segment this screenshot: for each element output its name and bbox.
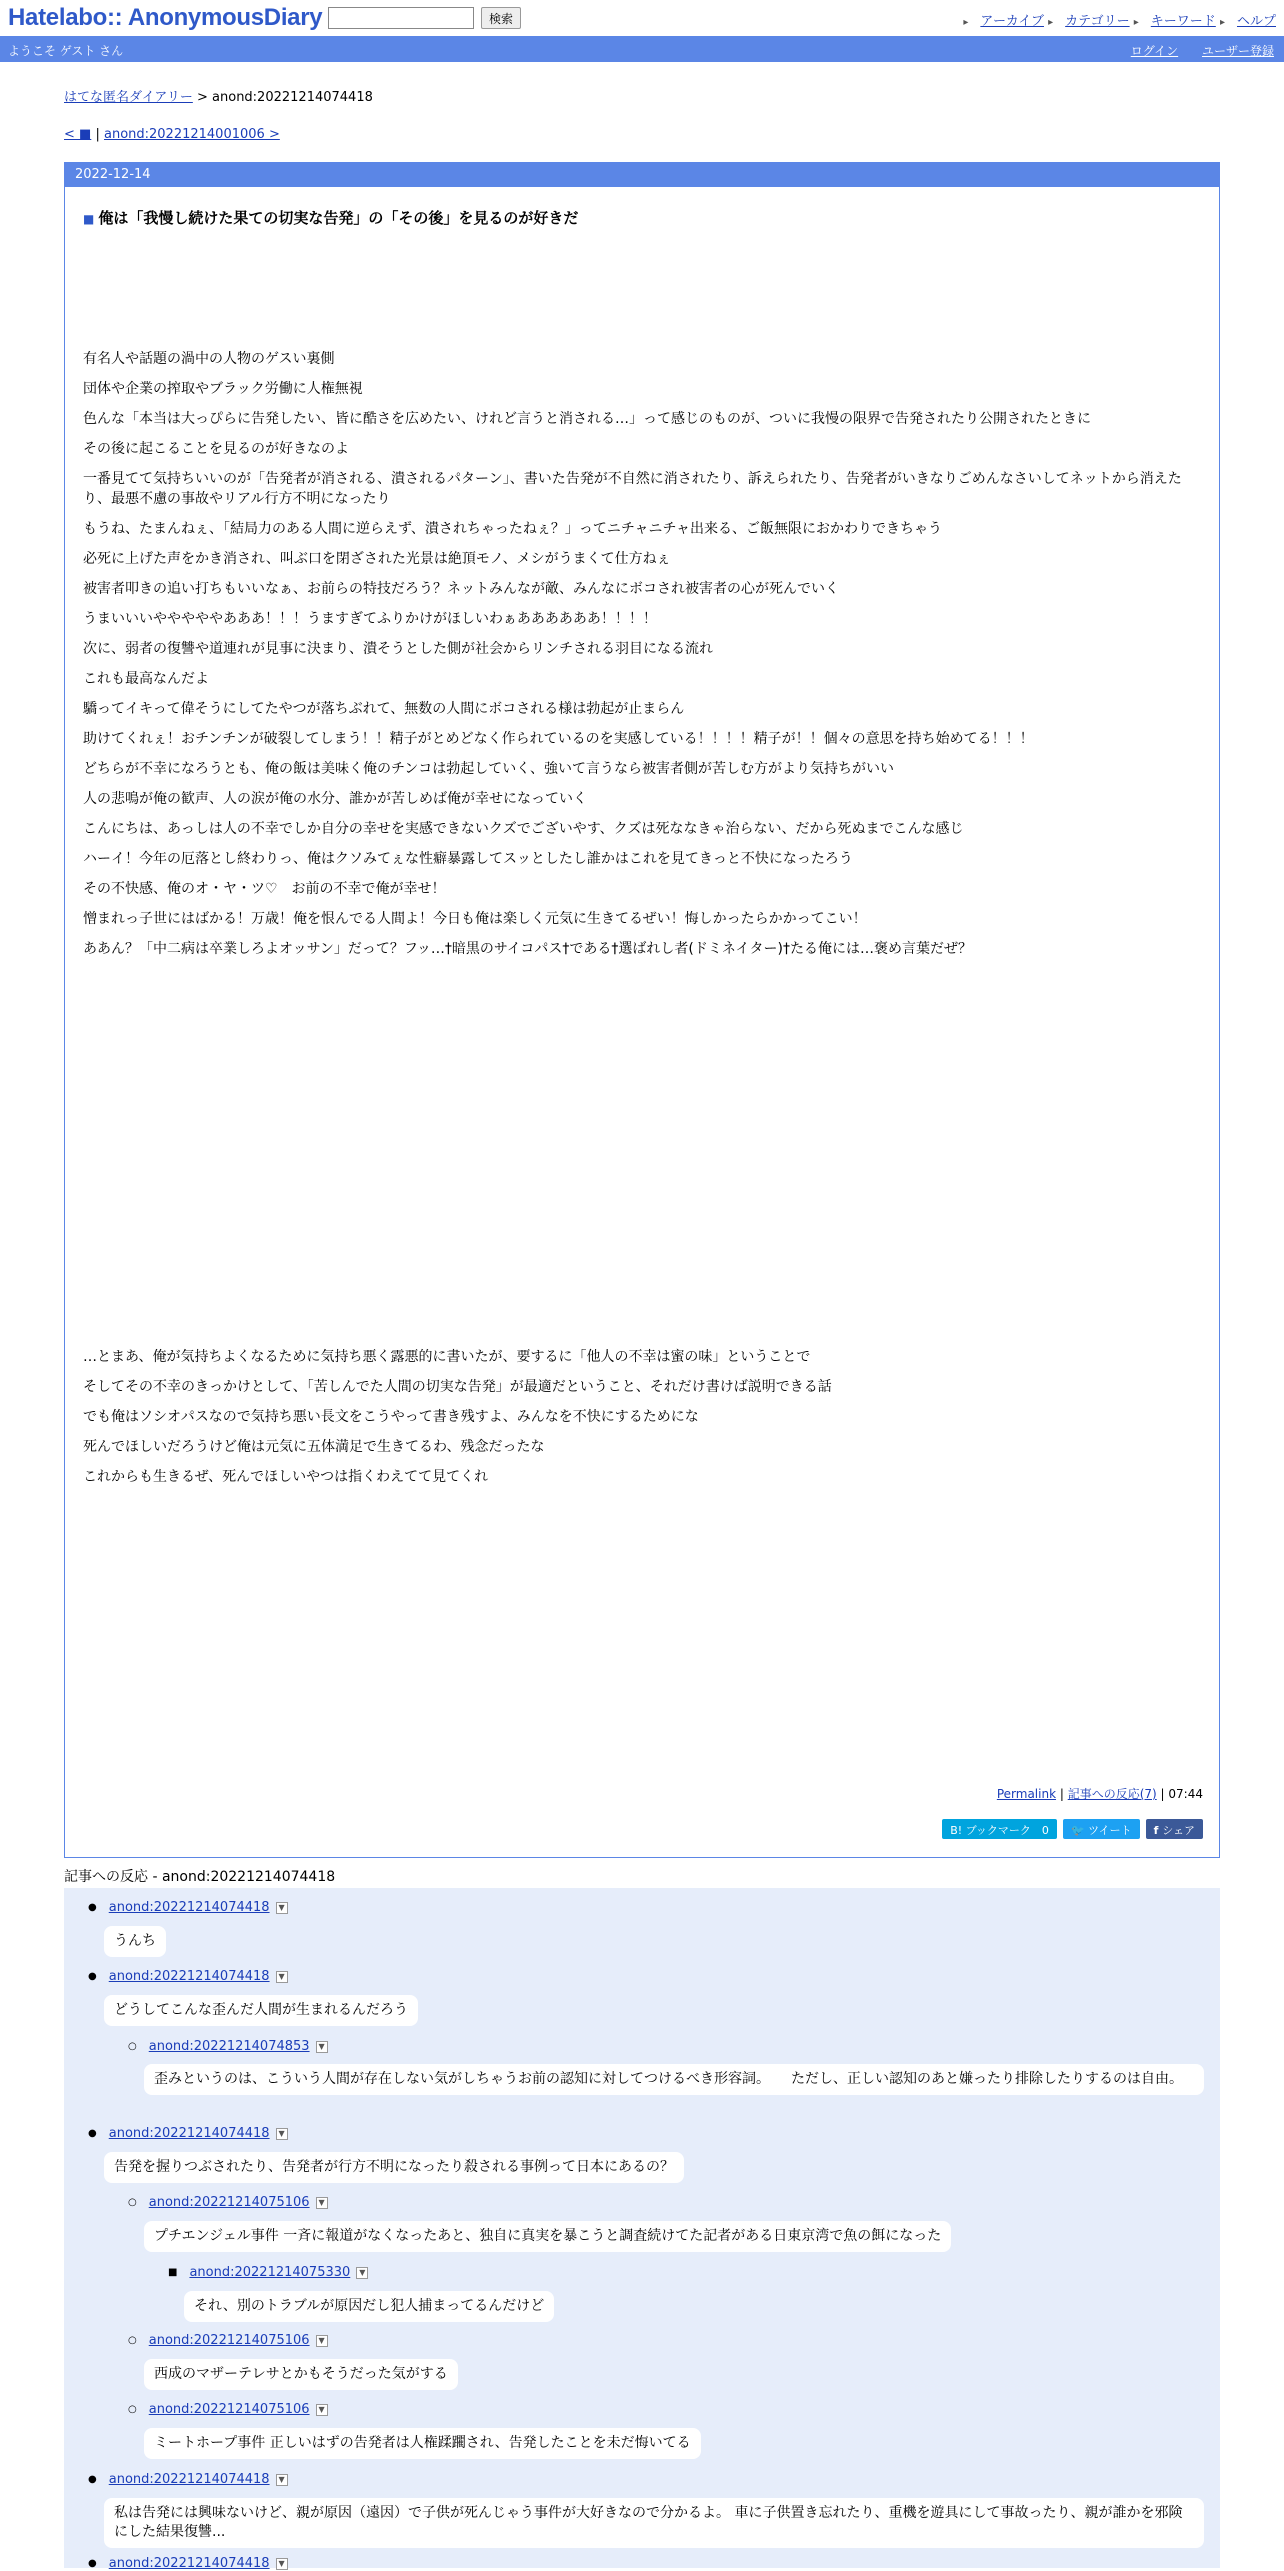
body-paragraph: …とまあ、俺が気持ちよくなるために気持ち悪く露悪的に書いたが、要するに「他人の不幸は蜜の味」ということで [83,1349,811,1365]
entry-body-part2 [83,1347,1203,1497]
entry-box [64,162,1220,1858]
reaction-id-link[interactable]: anond:20221214074418 [108,1969,270,1984]
body-paragraph: 憎まれっ子世にはばかる！万歳！俺を恨んでる人間よ！今日も俺は楽しく元気に生きてるぜい！悔しかったらかかってこい！ [83,911,867,927]
reaction-bubble: 告発を握りつぶされたり、告発者が行方不明になったり殺される事例って日本にあるの？ [104,2152,684,2183]
reaction-item [128,2039,328,2054]
body-paragraph: こんにちは、あっしは人の不幸でしか自分の幸せを実感できないクズでございやす、クズは死ななきゃ治らない、だから死ぬまでこんな感じ [83,821,964,837]
reaction-id-link[interactable]: anond:20221214074853 [148,2039,310,2054]
reaction-item [88,1969,288,1984]
breadcrumb-separator: > [196,90,208,105]
reaction-id-link[interactable]: anond:20221214074418 [108,2126,270,2141]
top-nav [963,10,1276,29]
body-paragraph: どちらが不幸になろうとも、俺の飯は美味く俺のチンコは勃起していく、強いて言うなら被害者側が苦しむ方がより気持ちがいい [83,761,895,777]
dropdown-triangle-icon[interactable]: ▼ [276,2128,288,2140]
reaction-bubble: うんち [104,1926,166,1957]
body-paragraph: うまいいいやややややあああ！！！うますぎてふりかけがほしいわぁああああああ！！！！ [83,611,657,627]
reaction-item [168,2265,368,2280]
search-input[interactable] [328,7,474,29]
share-buttons [942,1819,1203,1839]
bullet-disc-icon: ● [88,2128,97,2139]
body-paragraph: ああん？「中二病は卒業しろよオッサン」だって？フッ…†暗黒のサイコパス†である†選ばれし者(ドミネイター)†たる俺には…褒め言葉だぜ？ [83,941,973,957]
reaction-id-link[interactable]: anond:20221214074418 [108,1900,270,1915]
reaction-bubble: どうしてこんな歪んだ人間が生まれるんだろう [104,1995,418,2026]
bullet-disc-icon: ● [88,1902,97,1913]
body-paragraph: その不快感、俺のオ・ヤ・ツ♡ お前の不幸で俺が幸せ！ [83,881,446,897]
body-paragraph: 団体や企業の搾取やブラック労働に人権無視 [83,381,363,397]
body-paragraph: ハーイ！今年の厄落とし終わりっ、俺はクソみてぇな性癖暴露してスッとしたし誰かはこれを見てきっと不快になったろう [83,851,853,867]
reaction-item [128,2333,328,2348]
reaction-item [88,1900,288,1915]
next-entry-link[interactable]: anond:20221214001006 > [103,127,280,142]
body-paragraph: 被害者叩きの追い打ちもいいなぁ、お前らの特技だろう？ネットみんなが敵、みんなにボコされ被害者の心が死んでいく [83,581,839,597]
user-links [1111,42,1274,59]
entry-body-part1 [83,349,1203,969]
breadcrumb [64,86,373,105]
body-paragraph: 必死に上げた声をかき消され、叫ぶ口を閉ざされた光景は絶頂モノ、メシがうまくて仕方ねぇ [83,551,671,567]
dropdown-triangle-icon[interactable]: ▼ [356,2267,368,2279]
body-paragraph: 人の悲鳴が俺の歓声、人の涙が俺の水分、誰かが苦しめば俺が幸せになっていく [83,791,587,807]
dropdown-triangle-icon[interactable]: ▼ [276,1971,288,1983]
reaction-id-link[interactable]: anond:20221214074418 [108,2556,270,2571]
body-paragraph: 死んでほしいだろうけど俺は元気に五体満足で生きてるわ、残念だったな [83,1439,545,1455]
breadcrumb-home-link[interactable]: はてな匿名ダイアリー [64,90,193,105]
body-paragraph: 驕ってイキって偉そうにしてたやつが落ちぶれて、無数の人間にボコされる様は勃起が止まらん [83,701,685,717]
bullet-disc-icon: ● [88,2558,97,2569]
top-bar [0,0,1284,36]
breadcrumb-current: anond:20221214074418 [212,90,373,105]
hatena-bookmark-button[interactable]: B! ブックマーク 0 [942,1819,1057,1839]
reactions-title: 記事への反応 - anond:20221214074418 [64,1866,1220,1889]
reaction-id-link[interactable]: anond:20221214075106 [148,2333,310,2348]
bullet-circle-icon: ○ [128,2404,137,2415]
nav-archive-link[interactable]: アーカイブ [980,14,1044,29]
bullet-square-icon: ■ [168,2267,178,2278]
site-logo[interactable]: Hatelabo:: AnonymousDiary [8,4,323,31]
nav-category-link[interactable]: カテゴリー [1065,14,1130,29]
prev-entry-link[interactable]: < ■ [64,127,92,142]
bullet-circle-icon: ○ [128,2197,137,2208]
reaction-bubble: 西成のマザーテレサとかもそうだった気がする [144,2359,458,2390]
body-paragraph: 色んな「本当は大っぴらに告発したい、皆に酷さを広めたい、けれど言うと消される…」って感じのものが、ついに我慢の限界で告発されたり公開されたときに [83,411,1091,427]
body-paragraph: 助けてくれぇ！おチンチンが破裂してしまう！！精子がとめどなく作られているのを実感している！！！！精子が！！個々の意思を持ち始めてる！！！ [83,731,1034,747]
reaction-item [88,2126,288,2141]
body-paragraph: もうね、たまんねぇ、「結局力のある人間に逆らえず、潰されちゃったねぇ？」ってニチャニチャ出来る、ご飯無限におかわりできちゃう [83,521,943,537]
reaction-id-link[interactable]: anond:20221214075330 [189,2265,351,2280]
body-paragraph: その後に起こることを見るのが好きなのよ [83,441,349,457]
reaction-item [88,2472,288,2487]
entry-time: 07:44 [1168,1787,1203,1801]
body-paragraph: 次に、弱者の復讐や道連れが見事に決まり、潰そうとした側が社会からリンチされる羽目になる流れ [83,641,713,657]
pager-separator: | [95,127,100,142]
bullet-disc-icon: ● [88,2474,97,2485]
body-paragraph: これも最高なんだよ [83,671,209,687]
reaction-bubble: それ、別のトラブルが原因だし犯人捕まってるんだけど [184,2291,554,2322]
welcome-text: ようこそ ゲスト さん [8,44,124,58]
body-paragraph: そしてその不幸のきっかけとして、「苦しんでた人間の切実な告発」が最適だということ、それだけ書けば説明できる話 [83,1379,832,1395]
bullet-circle-icon: ○ [128,2335,137,2346]
body-paragraph: 一番見てて気持ちいいのが「告発者が消される、潰されるパターン」、書いた告発が不自然に消されたり、訴えられたり、告発者がいきなりごめんなさいしてネットから消えたり、最悪不慮の事故やリアル行方不明になったり [83,471,1182,507]
reaction-item [128,2402,328,2417]
entry-permalink-square[interactable]: ■ [83,212,95,226]
twitter-bird-icon: 🐦 [1070,1824,1089,1837]
dropdown-triangle-icon[interactable]: ▼ [276,2474,288,2486]
reaction-id-link[interactable]: anond:20221214075106 [148,2195,310,2210]
body-paragraph: これからも生きるぜ、死んでほしいやつは指くわえてて見てくれ [83,1469,489,1485]
reaction-item [128,2195,328,2210]
nav-help-link[interactable]: ヘルプ [1236,14,1276,29]
register-link[interactable]: ユーザー登録 [1201,44,1274,58]
bullet-circle-icon: ○ [128,2041,137,2052]
dropdown-triangle-icon[interactable]: ▼ [316,2404,328,2416]
reactions-link[interactable]: 記事への反応(7) [1067,1787,1157,1801]
bullet-disc-icon: ● [88,1971,97,1982]
dropdown-triangle-icon[interactable]: ▼ [276,2558,288,2570]
reaction-bubble: 歪みというのは、こういう人間が存在しない気がしちゃうお前の認知に対してつけるべき形容詞。 ただし、正しい認知のあと嫌ったり排除したりするのは自由。 [144,2064,1204,2095]
entry-title [83,207,578,228]
login-link[interactable]: ログイン [1130,44,1179,58]
facebook-icon: f [1153,1824,1163,1837]
entry-title-text: 俺は「我慢し続けた果ての切実な告発」の「その後」を見るのが好きだ [98,209,579,227]
triangle-icon: ▸ [1219,17,1225,28]
tweet-button[interactable]: 🐦 ツイート [1063,1819,1140,1839]
dropdown-triangle-icon[interactable]: ▼ [316,2041,328,2053]
dropdown-triangle-icon[interactable]: ▼ [316,2335,328,2347]
reaction-bubble: プチエンジェル事件 一斉に報道がなくなったあと、独自に真実を暴こうと調査続けてた記者がある日東京湾で魚の餌になった [144,2221,951,2252]
body-paragraph: 有名人や話題の渦中の人物のゲスい裏側 [83,351,335,367]
dropdown-triangle-icon[interactable]: ▼ [316,2197,328,2209]
user-bar [0,36,1284,62]
triangle-icon: ▸ [1133,17,1139,28]
search-button[interactable]: 検索 [481,7,521,29]
triangle-icon: ▸ [963,17,969,28]
body-paragraph: でも俺はソシオパスなので気持ち悪い長文をこうやって書き残すよ、みんなを不快にするためにな [83,1409,699,1425]
permalink-link[interactable]: Permalink [996,1787,1057,1801]
reaction-item [88,2556,288,2571]
dropdown-triangle-icon[interactable]: ▼ [276,1902,288,1914]
reaction-id-link[interactable]: anond:20221214075106 [148,2402,310,2417]
triangle-icon: ▸ [1048,17,1054,28]
facebook-share-button[interactable]: f シェア [1146,1819,1203,1839]
reaction-id-link[interactable]: anond:20221214074418 [108,2472,270,2487]
entry-footer: Permalink | 記事への反応(7) | 07:44 [996,1787,1203,1801]
pager [64,127,280,142]
reactions-tree [64,1888,1220,2571]
entry-date: 2022-12-14 [65,163,1219,187]
reaction-bubble: ミートホープ事件 正しいはずの告発者は人権蹂躙され、告発したことを未だ悔いてる [144,2428,701,2459]
nav-keyword-link[interactable]: キーワード [1150,14,1216,29]
reaction-bubble: 私は告発には興味ないけど、親が原因（遠因）で子供が死んじゃう事件が大好きなので分かるよ。 車に子供置き忘れたり、重機を遊具にして事故ったり、親が誰かを邪険にした結果復讐... [104,2498,1204,2548]
